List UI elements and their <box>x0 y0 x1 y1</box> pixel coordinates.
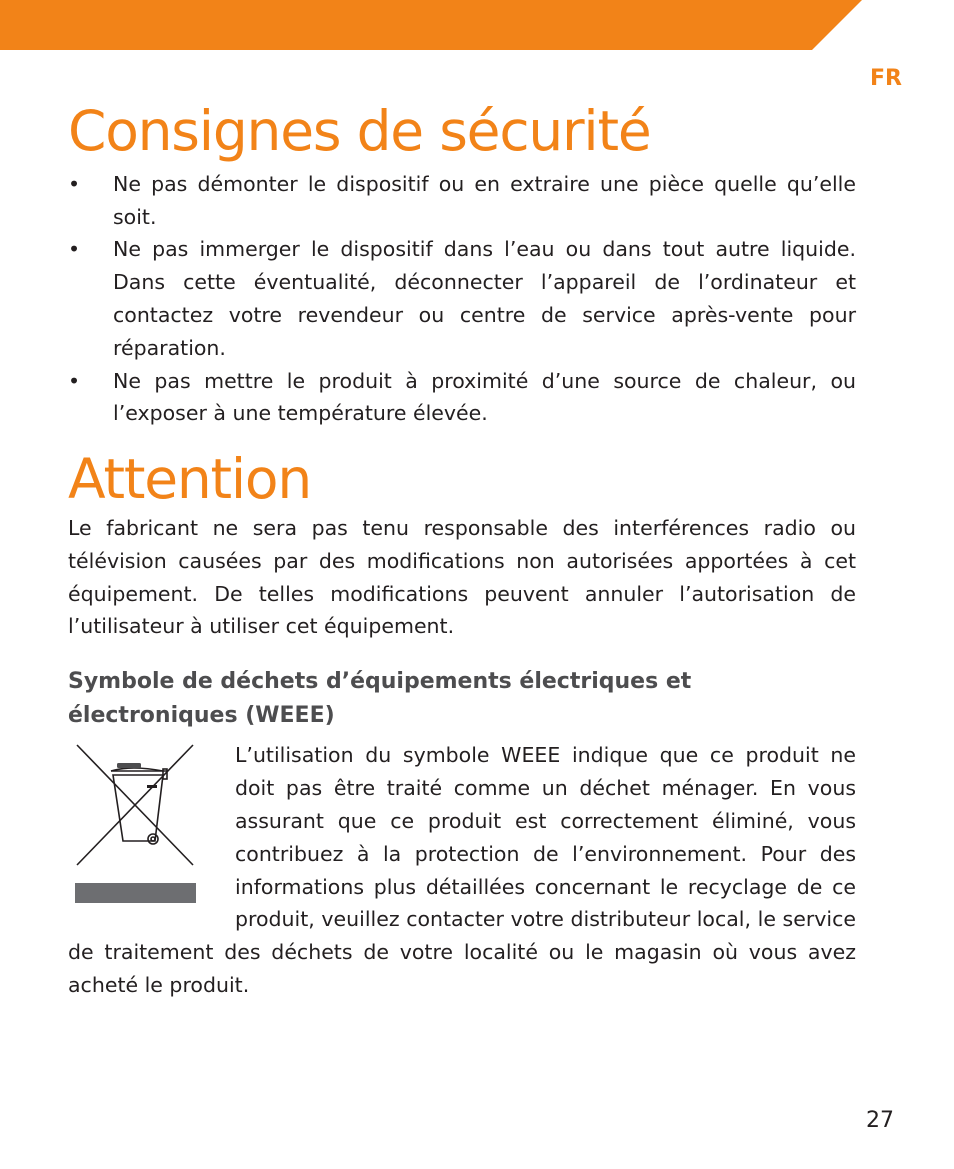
header-orange-band <box>0 0 954 50</box>
safety-bullet-item <box>68 365 856 431</box>
weee-paragraph: L’utilisation du symbole WEEE indique que ce produit ne doit pas être traité comme un déchet ménager. En vous assurant que ce produit est correctement éliminé, vous contribuez à la protection de l’environnement. Pour des informations plus détaillées concernant le recyclage de ce produit, veuillez contacter votre distributeur local, le service de traitement des déchets de votre localité ou le magasin où vous avez acheté le produit. <box>68 743 856 997</box>
language-tag: FR <box>870 66 902 91</box>
page-number: 27 <box>866 1108 894 1133</box>
page-content <box>68 100 856 1002</box>
bullet-icon: • <box>68 237 81 262</box>
weee-heading: Symbole de déchets d’équipements électriques et électroniques (WEEE) <box>68 669 692 729</box>
weee-section <box>68 739 856 1001</box>
safety-bullet-list <box>68 168 856 430</box>
safety-bullet-text: Ne pas immerger le dispositif dans l’eau ou dans tout autre liquide. Dans cette éventualité, déconnecter l’appareil de l’ordinateur et contactez votre revendeur ou centre de service après-vente pour réparation. <box>113 237 856 360</box>
bullet-icon: • <box>68 368 81 393</box>
safety-bullet-item <box>68 168 856 234</box>
crossed-out-wheelie-bin-icon <box>71 741 199 909</box>
safety-title: Consignes de sécurité <box>68 99 651 163</box>
safety-bullet-item <box>68 233 856 364</box>
attention-title: Attention <box>68 447 312 512</box>
bullet-icon: • <box>68 171 81 196</box>
safety-bullet-text: Ne pas mettre le produit à proximité d’une source de chaleur, ou l’exposer à une température élevée. <box>113 368 856 426</box>
attention-paragraph: Le fabricant ne sera pas tenu responsable des interférences radio ou télévision causées par des modifications non autorisées apportées à cet équipement. De telles modifications peuvent annuler l’autorisation de l’utilisateur à utiliser cet équipement. <box>68 515 856 639</box>
safety-bullet-text: Ne pas démonter le dispositif ou en extraire une pièce quelle qu’elle soit. <box>113 171 856 229</box>
